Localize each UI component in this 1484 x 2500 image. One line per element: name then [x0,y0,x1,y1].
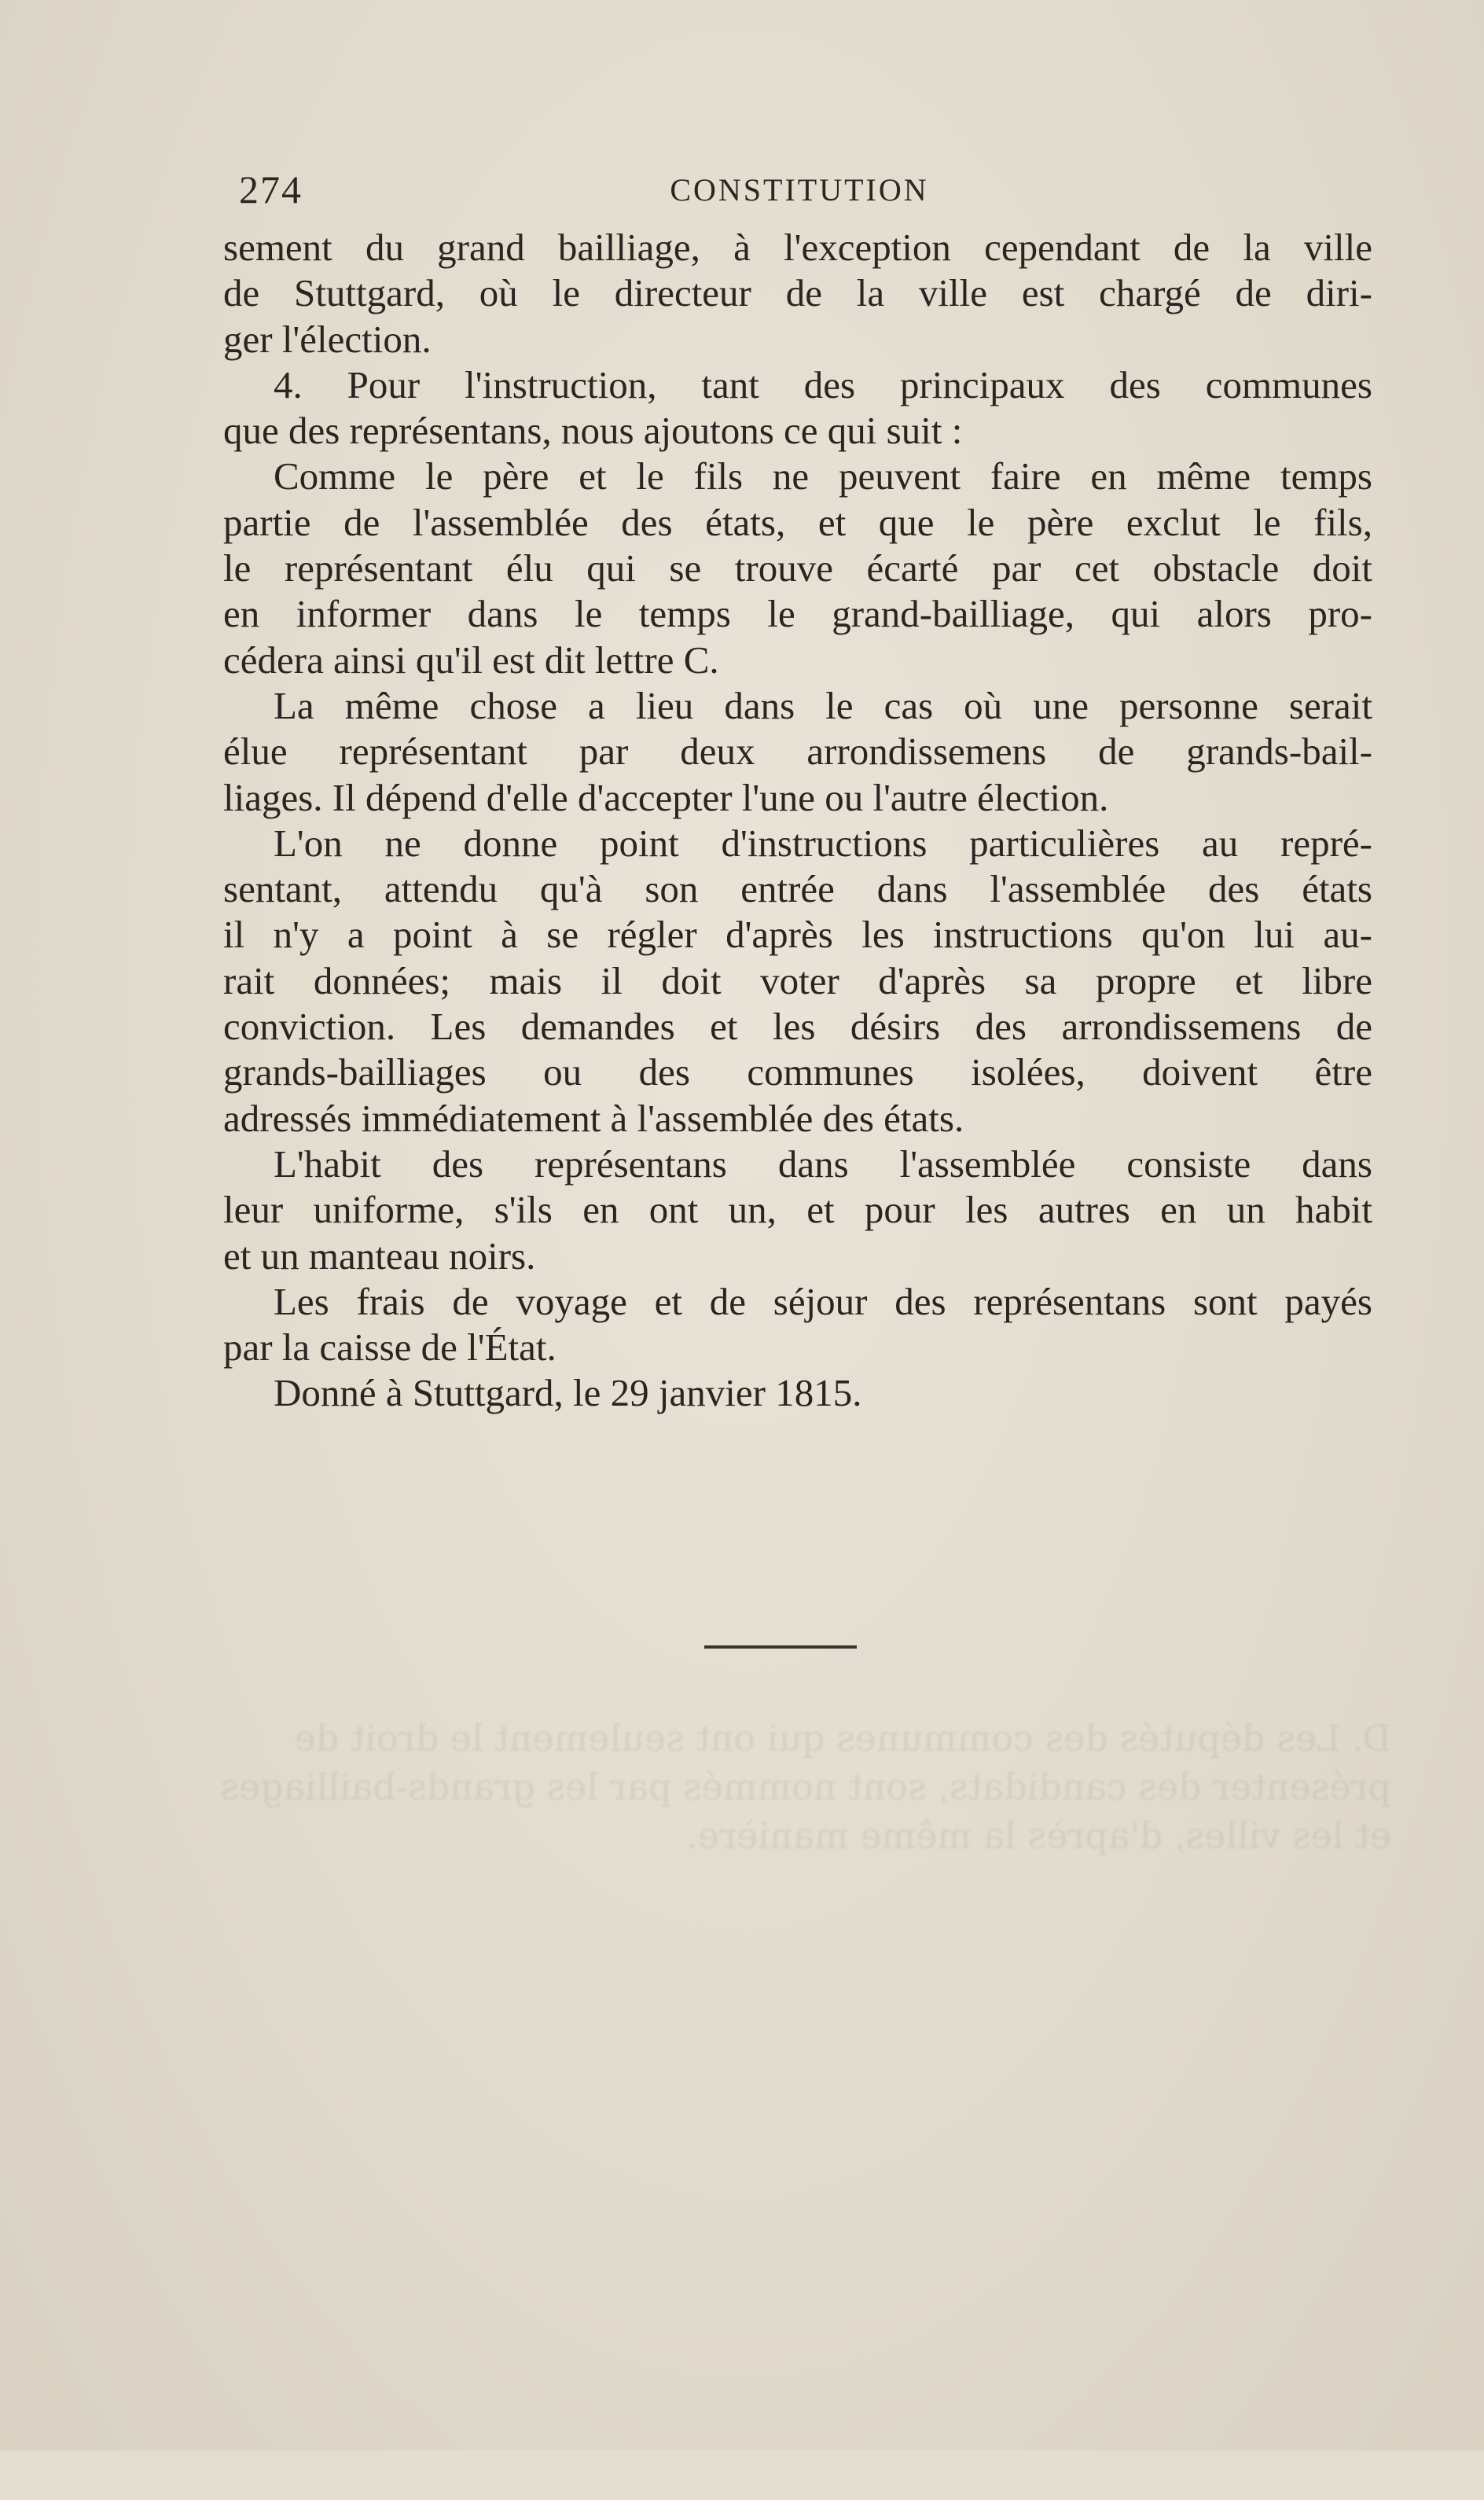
show-through-text: D. Les députés des communes qui ont seulement le droit de présenter des candidats, sont nommés par les grands-bailliages et les villes, d'après la même manière. [220,1717,1391,1857]
text-line: sentant, attendu qu'à son entrée dans l'assemblée des états [223,867,1372,911]
text-line: conviction. Les demandes et les désirs des arrondissemens de [223,1005,1372,1049]
text-line: La même chose a lieu dans le cas où une personne serait [274,683,1372,727]
page-number: 274 [239,167,303,211]
text-line: élue représentant par deux arrondissemens de grands-bail- [223,730,1372,774]
text-line: liages. Il dépend d'elle d'accepter l'une ou l'autre élection. [223,775,1109,819]
text-line: en informer dans le temps le grand-bailliage, qui alors pro- [223,592,1372,636]
text-line: leur uniforme, s'ils en ont un, et pour les autres en un habit [223,1188,1372,1232]
text-line: Les frais de voyage et de séjour des représentans sont payés [274,1279,1372,1323]
text-line: Donné à Stuttgard, le 29 janvier 1815. [274,1371,862,1415]
page-header [230,167,1369,214]
running-title: CONSTITUTION [670,172,929,208]
text-line: le représentant élu qui se trouve écarté par cet obstacle doit [223,546,1372,590]
text-line: adressés immédiatement à l'assemblée des états. [223,1096,964,1140]
text-line: 4. Pour l'instruction, tant des principaux des communes [274,362,1372,406]
text-line: sement du grand bailliage, à l'exception cependant de la ville [223,226,1372,269]
text-line: grands-bailliages ou des communes isolées, doivent être [223,1050,1372,1094]
text-line: L'habit des représentans dans l'assemblée consiste dans [274,1142,1372,1186]
section-end-rule [704,1645,857,1649]
text-line: que des représentans, nous ajoutons ce qui suit : [223,409,963,453]
text-line: L'on ne donne point d'instructions particulières au repré- [274,821,1372,865]
text-line: il n'y a point à se régler d'après les instructions qu'on lui au- [223,913,1372,957]
body-text [223,225,1372,1417]
text-line: partie de l'assemblée des états, et que le père exclut le fils, [223,500,1372,544]
text-line: cédera ainsi qu'il est dit lettre C. [223,638,719,682]
text-line: ger l'élection. [223,317,432,361]
text-line: par la caisse de l'État. [223,1325,556,1369]
text-line: Comme le père et le fils ne peuvent faire en même temps [274,454,1372,498]
text-line: de Stuttgard, où le directeur de la ville est chargé de diri- [223,271,1372,315]
text-line: rait données; mais il doit voter d'après sa propre et libre [223,958,1372,1002]
text-line: et un manteau noirs. [223,1233,536,1278]
